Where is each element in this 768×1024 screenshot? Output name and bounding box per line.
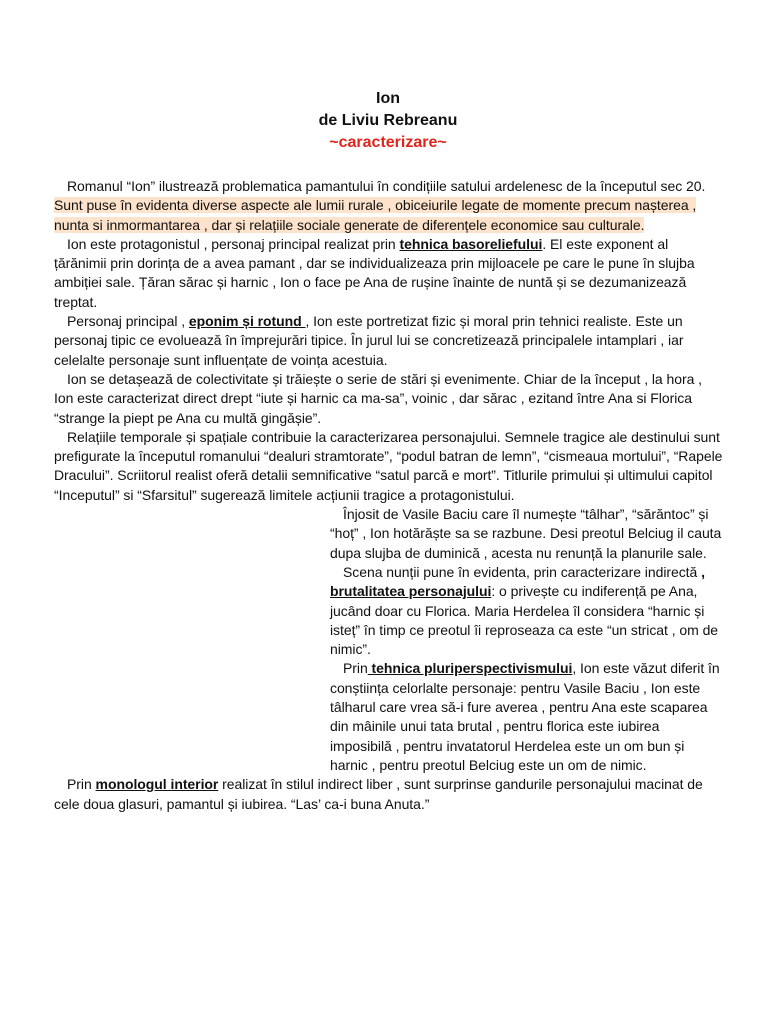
p7-text-b: : o privește cu indiferență pe Ana, jucând doar cu Florica. Maria Herdelea îl considera “harnic și isteț” în timp ce preotul îi reproseaza ca este “un stricat , om de nimic”.: [330, 583, 719, 658]
keyword-tehnica-basoreliefului: tehnica basoreliefului: [399, 235, 543, 252]
keyword-eponim-si-rotund: eponim și rotund: [188, 313, 306, 330]
paragraph-6: Înjosit de Vasile Baciu care îl numește “tâlhar”, “sărăntoc” și “hoț” , Ion hotărăște sa se razbune. Desi preotul Belciug il cauta dupa slujba de duminică , acesta nu renunță la planurile sale.: [330, 506, 722, 561]
document-body: [54, 177, 724, 814]
paragraph-4: Ion se detașează de colectivitate și trăiește o serie de stări și evenimente. Chiar de la început , la hora , Ion este caracterizat direct drept “iute și harnic ca ma-sa”, voinic , dar sărac , ezitand între Ana si Florica “strange la piept pe Ana cu multă gingășie”.: [54, 370, 703, 426]
document-title: Ion: [376, 90, 400, 107]
p9-text-b: realizat în stilul indirect liber , sunt surprinse gandurile personajului macinat de cele doua glasuri, pamantul și iubirea. “Las’ ca-i buna Anuta.”: [54, 776, 703, 812]
document-subtitle: ~caracterizare~: [329, 134, 447, 151]
document-author: de Liviu Rebreanu: [318, 112, 458, 129]
p2-text-b: . El este exponent al țărănimii prin dorința de a avea pamant , dar se individualizeaza prin mijloacele pe care le pune în slujba ambiției sale. Țăran sărac și harnic , Ion o face pe Ana de rușine înainte de nuntă și se dezumanizează treptat.: [54, 235, 695, 310]
paragraph-3: [54, 312, 724, 370]
paragraph-5: Relațiile temporale și spațiale contribuie la caracterizarea personajului. Semnele tragice ale destinului sunt prefigurate la începutul romanului “dealuri stramtorate”, “podul batran de lemn”, “cismeaua mortului”, “Rapele Dracului”. Scriitorul realist oferă detalii semnificative “satul parcă e mort”. Titlurile primului și ultimului capitol “Inceputul” si “Sfarsitul” sugerează limitele acțiunii tragice a protagonistului.: [54, 428, 723, 503]
p7-text-a: Scena nunții pune în evidenta, prin caracterizare indirectă: [343, 563, 702, 580]
keyword-tehnica-pluriperspectivismului: tehnica pluriperspectivismului: [367, 660, 573, 677]
blank-image-area: [54, 524, 330, 769]
keyword-monologul-interior: monologul interior: [95, 776, 219, 793]
p3-text-a: Personaj principal ,: [67, 313, 189, 330]
paragraph-1: [54, 177, 724, 235]
highlighted-text: Sunt puse în evidenta diverse aspecte ale lumii rurale , obiceiurile legate de momente precum nașterea , nunta si inmormantarea , dar și relațiile sociale generate de diferențele economice sau culturale.: [54, 197, 697, 233]
p2-text-a: Ion este protagonistul , personaj principal realizat prin: [67, 235, 400, 252]
p3-text-b: , Ion este portretizat fizic și moral prin tehnici realiste. Este un personaj tipic ce evoluează în împrejurări tipice. În jurul lui se concretizează principalele intamplari , iar celelalte personaje sunt influențate de voința acestuia.: [54, 313, 684, 368]
p9-text-a: Prin: [67, 776, 96, 793]
p8-text-a: Prin: [343, 660, 368, 677]
keyword-brutalitatea-personajului: , brutalitatea personajului: [330, 563, 705, 600]
title-block: [0, 88, 768, 154]
paragraph-9: [54, 775, 724, 814]
p8-text-b: , Ion este văzut diferit în conștiința celorlalte personaje: pentru Vasile Baciu , Ion este tâlharul care vrea să-i fure averea , pentru Ana este scaparea din mâinile unui tata brutal , pentru florica este iubirea imposibilă , pentru invatatorul Herdelea este un om bun și harnic , pentru preotul Belciug este un om de nimic.: [330, 660, 720, 773]
paragraph-2: [54, 235, 724, 312]
p1-text: Romanul “Ion” ilustrează problematica pamantului în condițiile satului ardelenesc de la începutul sec 20.: [67, 178, 706, 194]
